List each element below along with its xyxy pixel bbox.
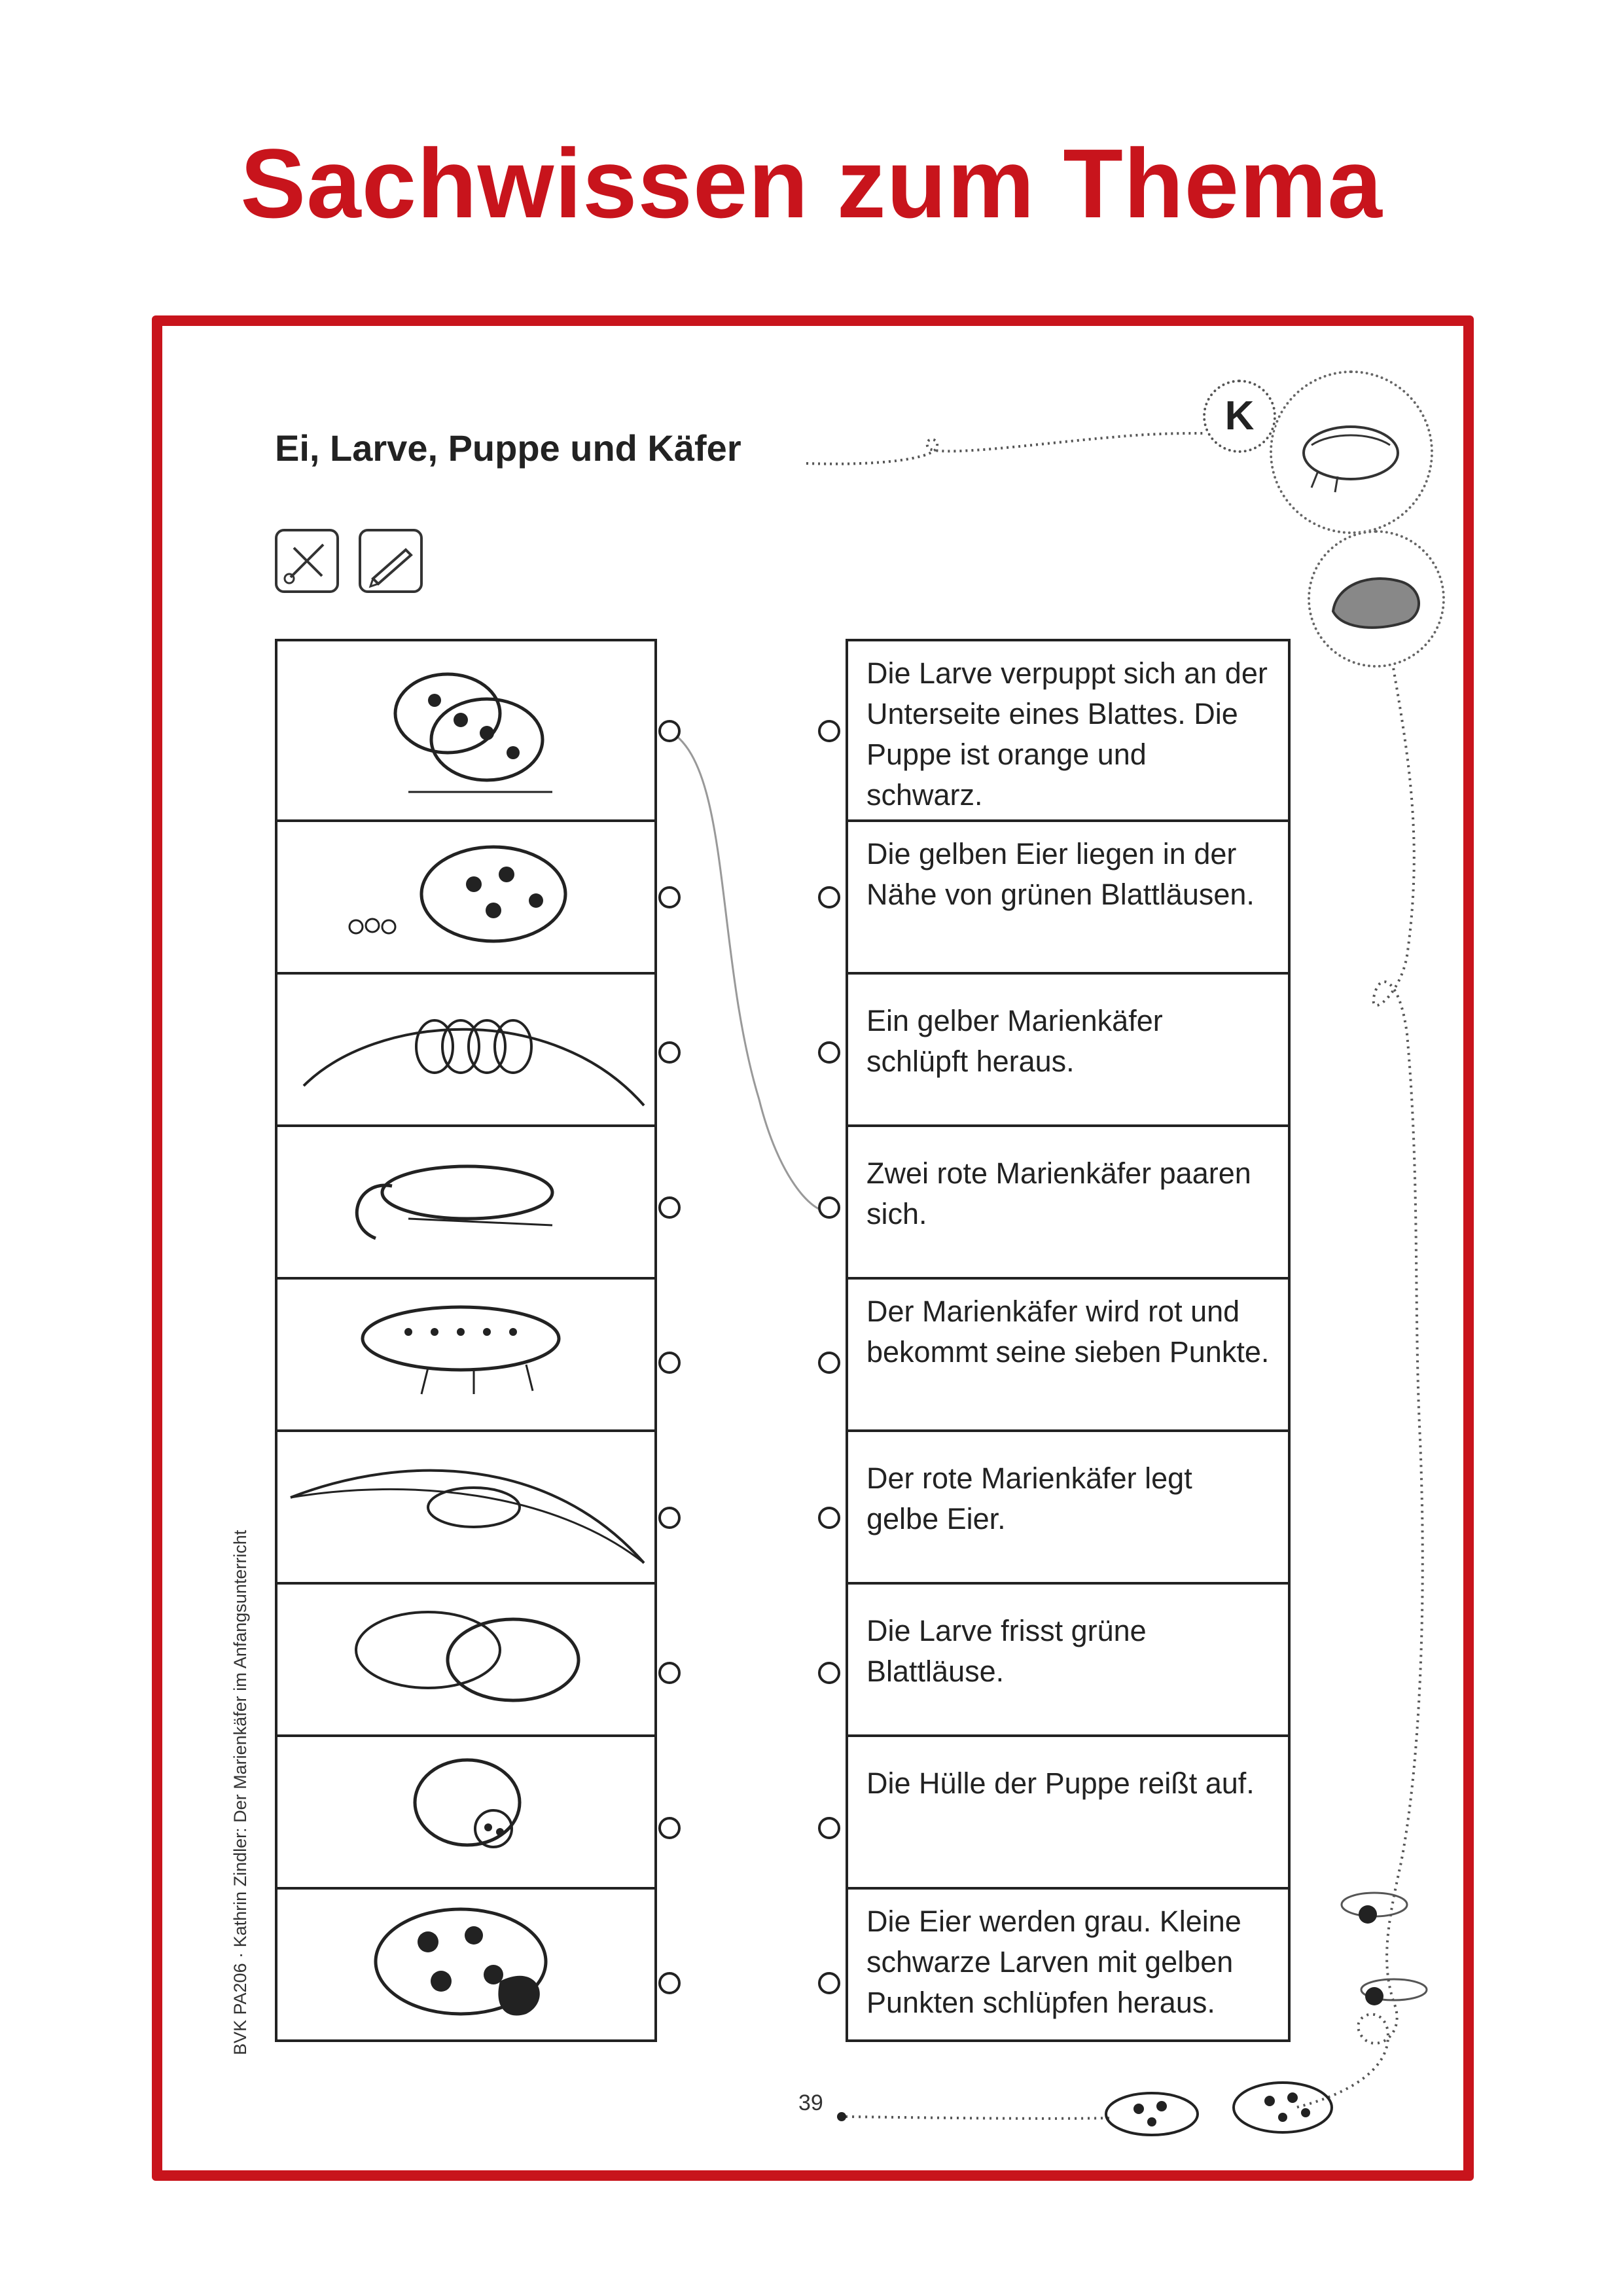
left-connect-dot[interactable] — [658, 1352, 681, 1374]
larvae-hatching-illustration — [277, 975, 654, 1124]
right-connect-dot[interactable] — [818, 720, 840, 742]
pupa-circle-decoration — [1270, 370, 1433, 534]
page-number: 39 — [798, 2090, 823, 2115]
larva-on-leaf-illustration — [277, 1280, 654, 1429]
pupa-splitting-illustration — [277, 1585, 654, 1734]
sentence-cell: Die Hülle der Puppe reißt auf. — [846, 1734, 1291, 1890]
sentence-cell: Ein gelber Marienkäfer schlüpft heraus. — [846, 972, 1291, 1127]
image-column — [275, 639, 657, 2042]
sentence-cell: Zwei rote Marienkäfer paaren sich. — [846, 1124, 1291, 1280]
stone-circle-decoration — [1308, 530, 1445, 668]
left-connect-dot[interactable] — [658, 1196, 681, 1219]
pencil-tool-box — [359, 529, 423, 593]
image-cell — [275, 1277, 657, 1432]
pupa-under-leaf-illustration — [277, 1432, 654, 1582]
image-cell — [275, 819, 657, 975]
left-connect-dot[interactable] — [658, 720, 681, 742]
right-connect-dot[interactable] — [818, 886, 840, 908]
left-connect-dot[interactable] — [658, 1662, 681, 1684]
right-connect-dot[interactable] — [818, 1972, 840, 1994]
sentence-cell: Der rote Marienkäfer legt gelbe Eier. — [846, 1429, 1291, 1585]
image-cell — [275, 1887, 657, 2042]
page-heading: Sachwissen zum Thema — [240, 128, 1383, 238]
ladybug-with-spots-illustration — [277, 1890, 654, 2039]
right-connect-dot[interactable] — [818, 1196, 840, 1219]
pupa-sketch — [1272, 373, 1431, 531]
image-cell — [275, 1429, 657, 1585]
ladybug-laying-eggs-illustration — [277, 822, 654, 972]
scissors-tool-box — [275, 529, 339, 593]
left-connect-dot[interactable] — [658, 886, 681, 908]
left-connect-dot[interactable] — [658, 1041, 681, 1064]
image-cell — [275, 639, 657, 822]
image-cell — [275, 972, 657, 1127]
image-cell — [275, 1124, 657, 1280]
sentence-cell: Die Larve verpuppt sich an der Unterseite eines Blattes. Die Puppe ist orange und schwarz. — [846, 639, 1291, 822]
image-cell — [275, 1734, 657, 1890]
pencil-icon — [361, 531, 420, 590]
level-badge: K — [1203, 380, 1276, 453]
sentence-cell: Die gelben Eier liegen in der Nähe von grünen Blattläusen. — [846, 819, 1291, 975]
right-connect-dot[interactable] — [818, 1352, 840, 1374]
stone-sketch — [1310, 533, 1442, 665]
scissors-icon — [277, 531, 336, 590]
right-connect-dot[interactable] — [818, 1817, 840, 1839]
sentence-column — [846, 639, 1291, 2042]
sentence-cell: Die Eier werden grau. Kleine schwarze Larven mit gelben Punkten schlüpfen heraus. — [846, 1887, 1291, 2042]
publisher-credit: BVK PA206 · Kathrin Zindler: Der Marienkäfer im Anfangsunterricht — [230, 1530, 250, 2055]
ladybug-decoration — [1086, 1865, 1453, 2140]
right-connect-dot[interactable] — [818, 1041, 840, 1064]
ladybugs-mating-illustration — [277, 641, 654, 819]
worksheet-title: Ei, Larve, Puppe und Käfer — [275, 427, 741, 469]
right-connect-dot[interactable] — [818, 1662, 840, 1684]
left-connect-dot[interactable] — [658, 1972, 681, 1994]
yellow-ladybug-hatching-illustration — [277, 1737, 654, 1887]
image-cell — [275, 1582, 657, 1737]
sentence-cell: Der Marienkäfer wird rot und bekommt seine sieben Punkte. — [846, 1277, 1291, 1432]
left-connect-dot[interactable] — [658, 1507, 681, 1529]
larva-eating-aphids-illustration — [277, 1127, 654, 1277]
sentence-cell: Die Larve frisst grüne Blattläuse. — [846, 1582, 1291, 1737]
left-connect-dot[interactable] — [658, 1817, 681, 1839]
right-connect-dot[interactable] — [818, 1507, 840, 1529]
